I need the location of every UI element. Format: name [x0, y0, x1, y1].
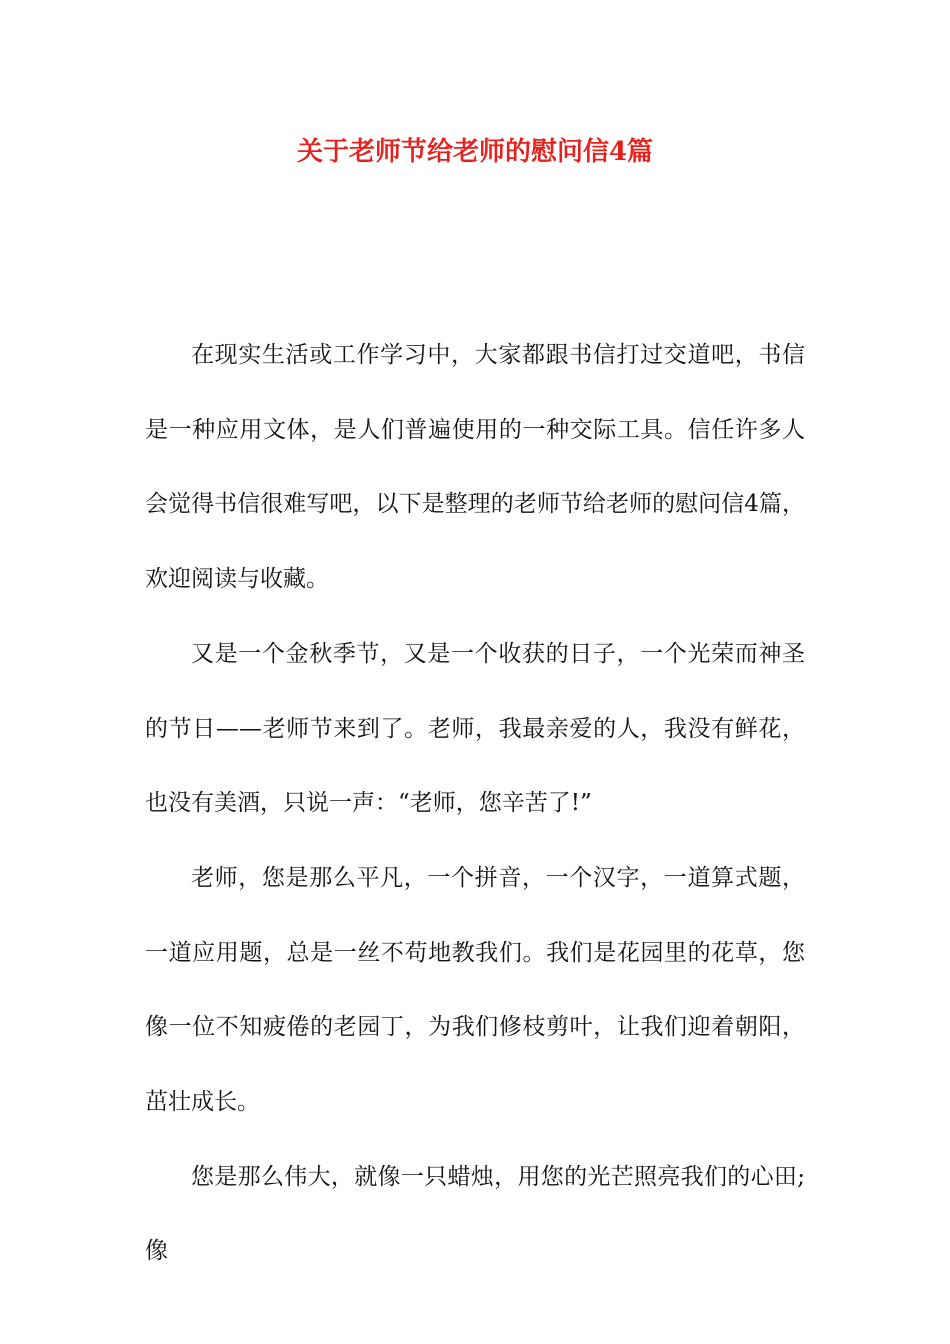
paragraph-intro: 在现实生活或工作学习中，大家都跟书信打过交道吧，书信是一种应用文体，是人们普遍使用的一种交际工具。信任许多人会觉得书信很难写吧，以下是整理的老师节给老师的慰问信4篇，欢迎阅读与收藏。 [145, 342, 805, 593]
paragraph-greeting: 又是一个金秋季节，又是一个收获的日子，一个光荣而神圣的节日——老师节来到了。老师，我最亲爱的人，我没有鲜花，也没有美酒，只说一声：“老师，您辛苦了!” [145, 640, 805, 817]
document-body [145, 318, 805, 1289]
document-title: 关于老师节给老师的慰问信4篇 [296, 137, 654, 167]
paragraph-great: 您是那么伟大，就像一只蜡烛，用您的光芒照亮我们的心田;像 [145, 1163, 805, 1265]
paragraph-ordinary: 老师，您是那么平凡，一个拼音，一个汉字，一道算式题，一道应用题，总是一丝不苟地教我们。我们是花园里的花草，您像一位不知疲倦的老园丁，为我们修枝剪叶，让我们迎着朝阳，茁壮成长。 [145, 864, 805, 1116]
